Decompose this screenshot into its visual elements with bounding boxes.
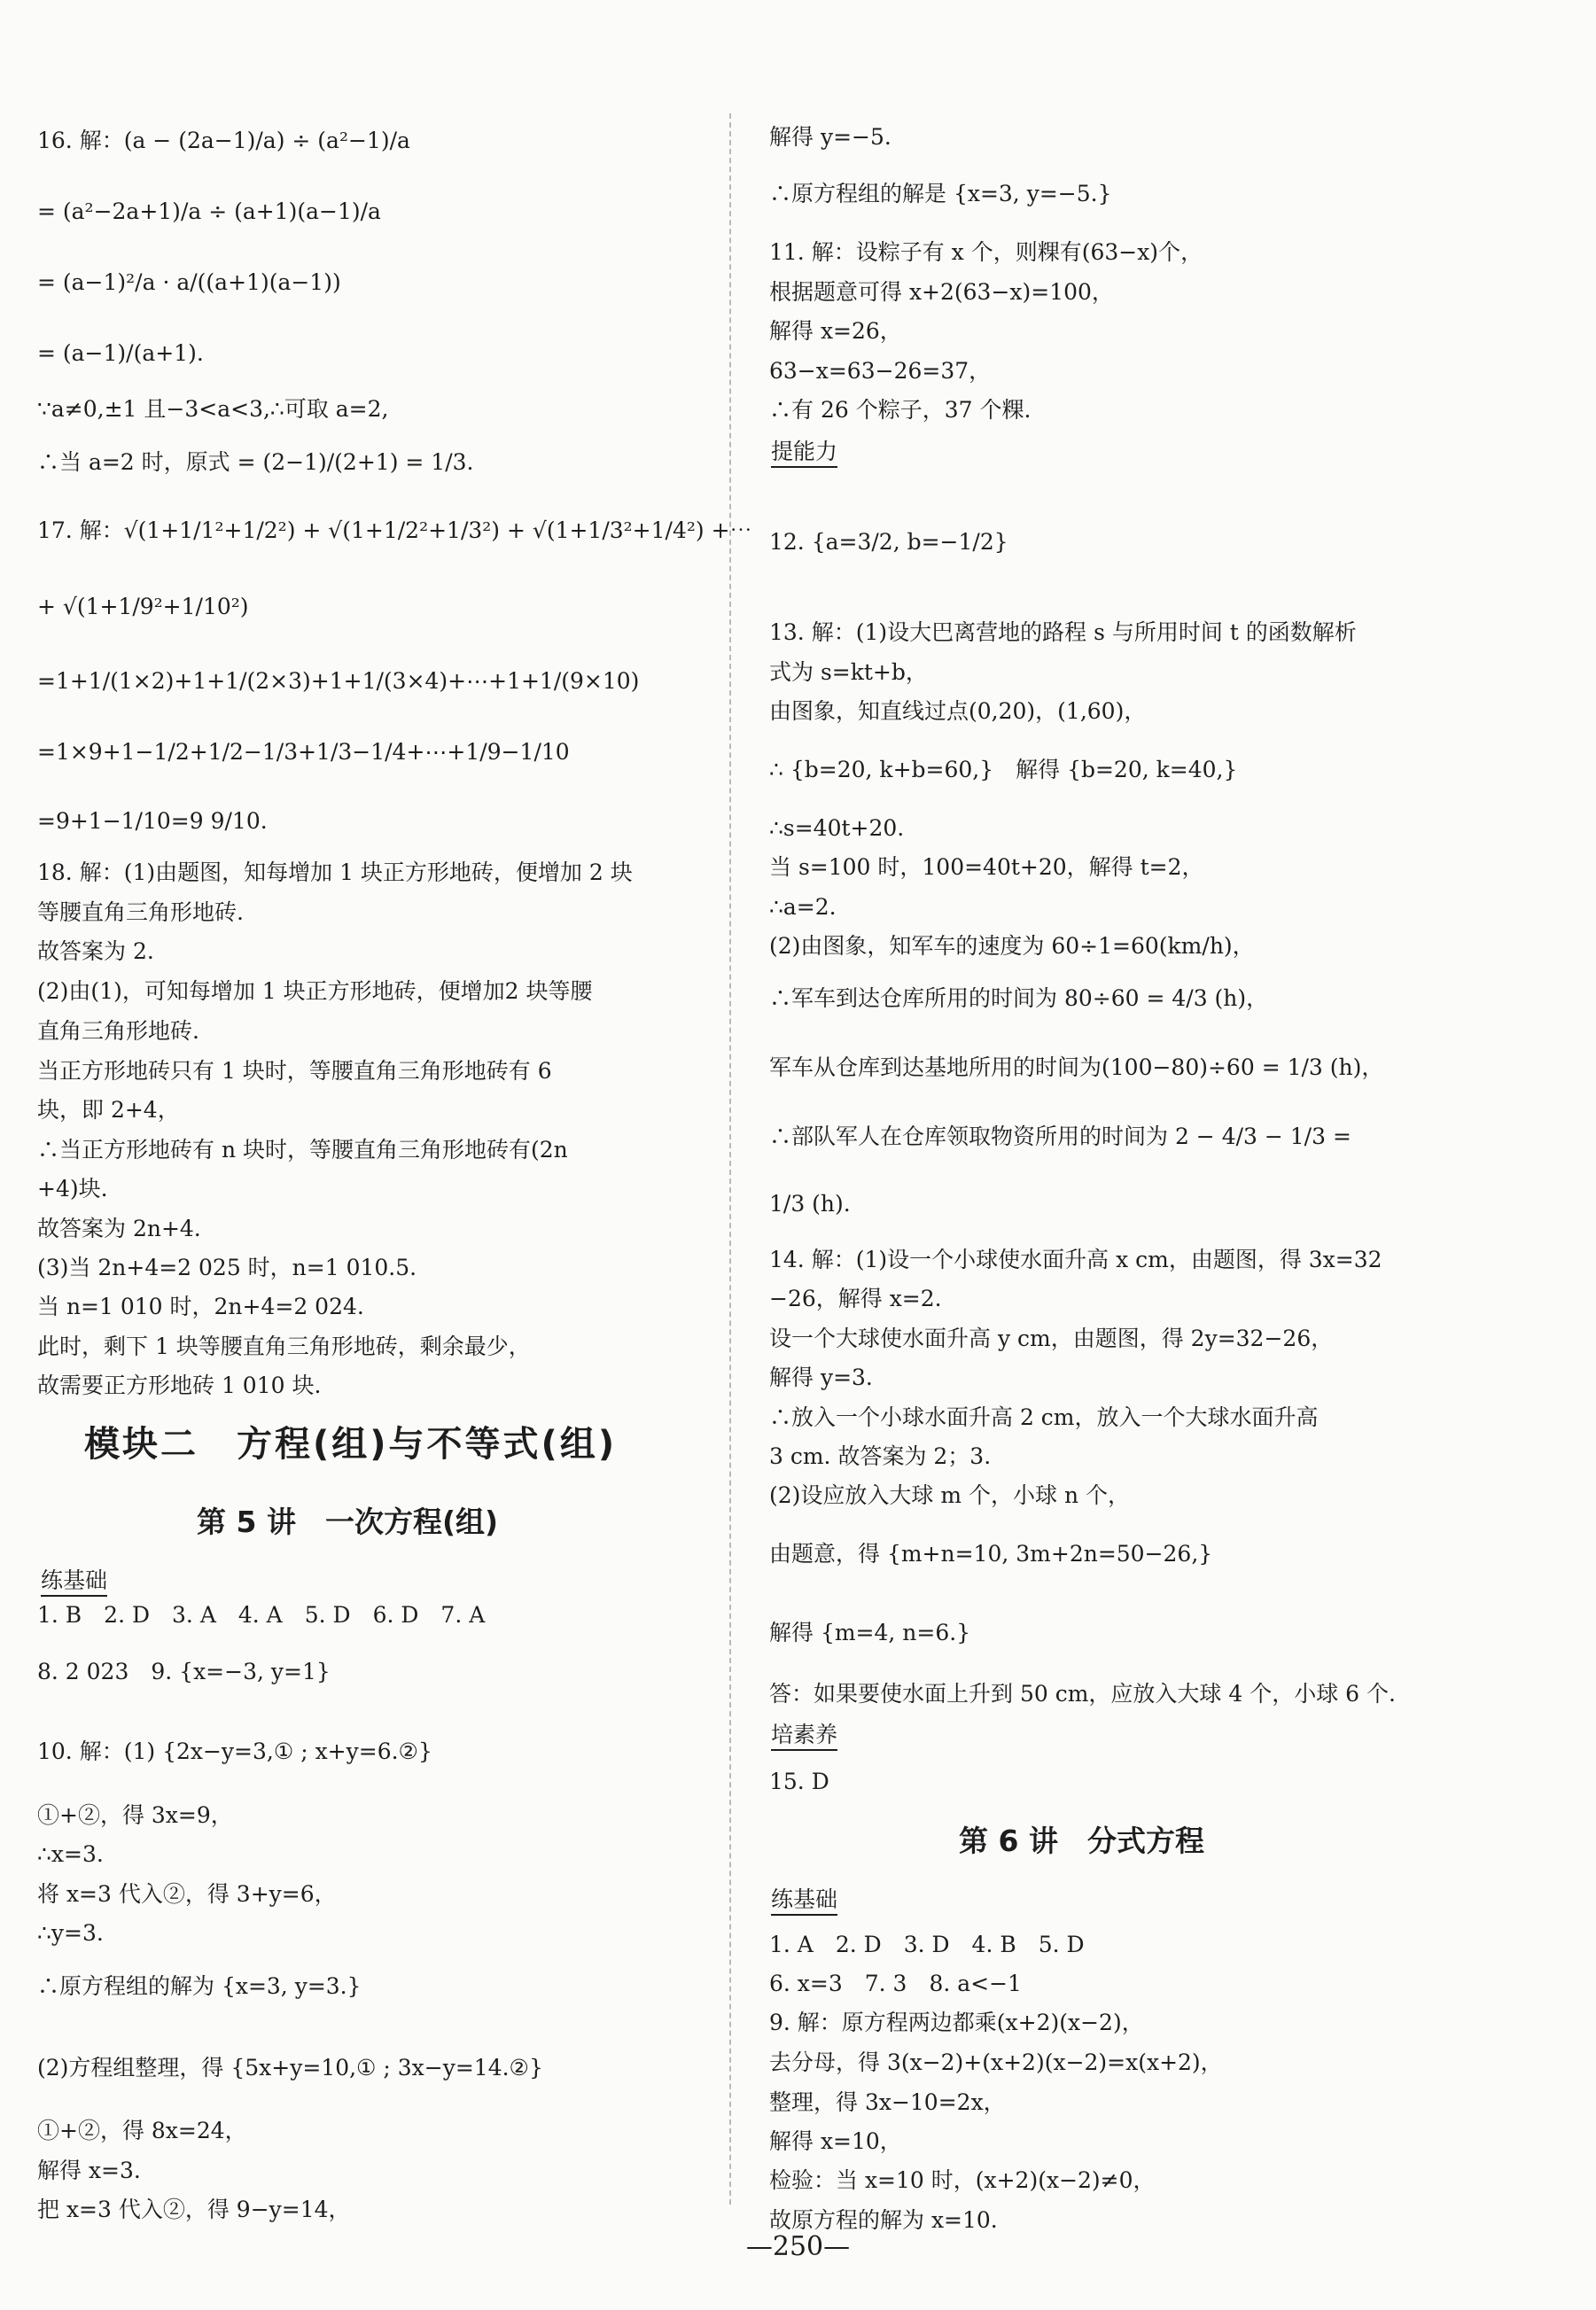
left-line-9: =1×9+1−1/2+1/2−1/3+1/3−1/4+⋯+1/9−1/10	[37, 739, 570, 765]
right-line-5: 63−x=63−26=37，	[769, 358, 992, 384]
right-line-33: 9. 解：原方程两边都乘(x+2)(x−2)，	[769, 2010, 1144, 2035]
right-line-37: 检验：当 x=10 时，(x+2)(x−2)≠0，	[769, 2167, 1156, 2193]
right-line-8: 13. 解：(1)设大巴离营地的路程 s 与所用时间 t 的函数解析	[769, 619, 1357, 645]
left-line-8: =1+1/(1×2)+1+1/(2×3)+1+1/(3×4)+⋯+1+1/(9×10)	[37, 668, 640, 694]
right-line-2: 11. 解：设粽子有 x 个，则粿有(63−x)个，	[769, 239, 1203, 265]
section-basic-right: 练基础	[771, 1886, 837, 1916]
left-line-3: = (a−1)/(a+1).	[37, 340, 204, 366]
left-line-23: 此时，剩下 1 块等腰直角三角形地砖，剩余最少，	[37, 1334, 531, 1359]
left-line-36: 把 x=3 代入②，得 9−y=14，	[37, 2197, 351, 2222]
left-line-2: = (a−1)²/a · a/((a+1)(a−1))	[37, 269, 341, 295]
left-line-15: 直角三角形地砖.	[37, 1018, 199, 1044]
left-line-1: = (a²−2a+1)/a ÷ (a+1)(a−1)/a	[37, 198, 381, 224]
right-line-6: ∴有 26 个粽子，37 个粿.	[769, 397, 1032, 423]
left-line-30: 将 x=3 代入②，得 3+y=6，	[37, 1881, 337, 1907]
left-line-19: +4)块.	[37, 1176, 108, 1202]
left-line-7: + √(1+1/9²+1/10²)	[37, 594, 249, 619]
right-line-14: ∴a=2.	[769, 894, 837, 920]
right-line-18: ∴部队军人在仓库领取物资所用的时间为 2 − 4/3 − 1/3 =	[769, 1124, 1351, 1149]
right-line-26: (2)设应放入大球 m 个，小球 n 个，	[769, 1482, 1131, 1508]
left-line-5: ∴当 a=2 时，原式 = (2−1)/(2+1) = 1/3.	[37, 449, 474, 475]
right-line-15: (2)由图象，知军车的速度为 60÷1=60(km/h)，	[769, 933, 1255, 959]
right-line-38: 故原方程的解为 x=10.	[769, 2207, 998, 2233]
left-line-32: ∴原方程组的解为 {x=3, y=3.}	[37, 1973, 362, 1999]
right-line-35: 整理，得 3x−10=2x，	[769, 2089, 1006, 2115]
right-line-24: ∴放入一个小球水面升高 2 cm，放入一个大球水面升高	[769, 1404, 1319, 1430]
lecture-5-title: 第 5 讲 一次方程(组)	[197, 1505, 499, 1539]
right-line-1: ∴原方程组的解是 {x=3, y=−5.}	[769, 181, 1112, 206]
right-line-12: ∴s=40t+20.	[769, 815, 905, 841]
left-line-31: ∴y=3.	[37, 1920, 104, 1946]
column-divider	[729, 113, 731, 2205]
section-basic-left: 练基础	[41, 1567, 107, 1597]
right-line-36: 解得 x=10，	[769, 2128, 902, 2154]
right-line-3: 根据题意可得 x+2(63−x)=100，	[769, 279, 1114, 305]
right-line-13: 当 s=100 时，100=40t+20，解得 t=2，	[769, 854, 1204, 880]
right-line-25: 3 cm. 故答案为 2；3.	[769, 1443, 992, 1469]
left-line-25: 1. B 2. D 3. A 4. A 5. D 6. D 7. A	[37, 1602, 486, 1628]
left-line-21: (3)当 2n+4=2 025 时，n=1 010.5.	[37, 1255, 417, 1280]
right-line-22: 设一个大球使水面升高 y cm，由题图，得 2y=32−26，	[769, 1326, 1334, 1351]
left-line-13: 故答案为 2.	[37, 938, 154, 964]
left-line-18: ∴当正方形地砖有 n 块时，等腰直角三角形地砖有(2n	[37, 1137, 568, 1163]
left-line-0: 16. 解：(a − (2a−1)/a) ÷ (a²−1)/a	[37, 128, 410, 153]
left-line-33: (2)方程组整理，得 {5x+y=10,① ; 3x−y=14.②}	[37, 2055, 543, 2081]
left-line-34: ①+②，得 8x=24，	[37, 2118, 247, 2143]
right-line-21: −26，解得 x=2.	[769, 1286, 942, 1311]
left-line-14: (2)由(1)，可知每增加 1 块正方形地砖，便增加2 块等腰	[37, 978, 593, 1004]
right-line-34: 去分母，得 3(x−2)+(x+2)(x−2)=x(x+2)，	[769, 2049, 1223, 2075]
right-line-17: 军车从仓库到达基地所用的时间为(100−80)÷60 = 1/3 (h)，	[769, 1054, 1384, 1080]
lecture-6-title: 第 6 讲 分式方程	[959, 1824, 1204, 1858]
left-line-29: ∴x=3.	[37, 1841, 104, 1867]
left-line-17: 块，即 2+4，	[37, 1097, 180, 1123]
section-ability: 提能力	[771, 438, 837, 468]
right-line-9: 式为 s=kt+b，	[769, 659, 928, 685]
right-line-7: 12. {a=3/2, b=−1/2}	[769, 529, 1008, 555]
right-line-28: 解得 {m=4, n=6.}	[769, 1620, 971, 1645]
right-line-20: 14. 解：(1)设一个小球使水面升高 x cm，由题图，得 3x=32	[769, 1247, 1382, 1272]
right-line-30: 15. D	[769, 1769, 829, 1794]
page-number: —250—	[745, 2231, 851, 2262]
left-line-6: 17. 解：√(1+1/1²+1/2²) + √(1+1/2²+1/3²) + √(1+1/3²+1/4²) +⋯	[37, 517, 752, 543]
left-line-16: 当正方形地砖只有 1 块时，等腰直角三角形地砖有 6	[37, 1058, 552, 1084]
left-line-22: 当 n=1 010 时，2n+4=2 024.	[37, 1294, 364, 1319]
right-line-10: 由图象，知直线过点(0,20)，(1,60)，	[769, 698, 1147, 724]
right-line-29: 答：如果要使水面上升到 50 cm，应放入大球 4 个，小球 6 个.	[769, 1681, 1396, 1707]
section-literacy: 培素养	[771, 1721, 837, 1751]
right-line-31: 1. A 2. D 3. D 4. B 5. D	[769, 1932, 1085, 1957]
left-line-12: 等腰直角三角形地砖.	[37, 899, 244, 925]
right-line-19: 1/3 (h).	[769, 1191, 851, 1217]
left-line-27: 10. 解：(1) {2x−y=3,① ; x+y=6.②}	[37, 1738, 432, 1764]
left-line-35: 解得 x=3.	[37, 2158, 141, 2183]
right-line-23: 解得 y=3.	[769, 1365, 873, 1390]
right-line-11: ∴ {b=20, k+b=60,} 解得 {b=20, k=40,}	[769, 757, 1238, 782]
right-line-4: 解得 x=26，	[769, 318, 902, 344]
left-line-11: 18. 解：(1)由题图，知每增加 1 块正方形地砖，便增加 2 块	[37, 859, 633, 885]
right-line-27: 由题意，得 {m+n=10, 3m+2n=50−26,}	[769, 1541, 1213, 1567]
right-line-0: 解得 y=−5.	[769, 124, 891, 150]
left-line-26: 8. 2 023 9. {x=−3, y=1}	[37, 1659, 331, 1684]
left-line-20: 故答案为 2n+4.	[37, 1216, 201, 1241]
right-line-16: ∴军车到达仓库所用的时间为 80÷60 = 4/3 (h)，	[769, 985, 1269, 1011]
left-line-24: 故需要正方形地砖 1 010 块.	[37, 1373, 322, 1398]
module-title: 模块二 方程(组)与不等式(组)	[84, 1424, 618, 1465]
left-line-28: ①+②，得 3x=9，	[37, 1802, 233, 1828]
right-line-32: 6. x=3 7. 3 8. a<−1	[769, 1971, 1022, 1996]
left-line-4: ∵a≠0,±1 且−3<a<3,∴可取 a=2,	[37, 396, 389, 422]
left-line-10: =9+1−1/10=9 9/10.	[37, 808, 268, 834]
